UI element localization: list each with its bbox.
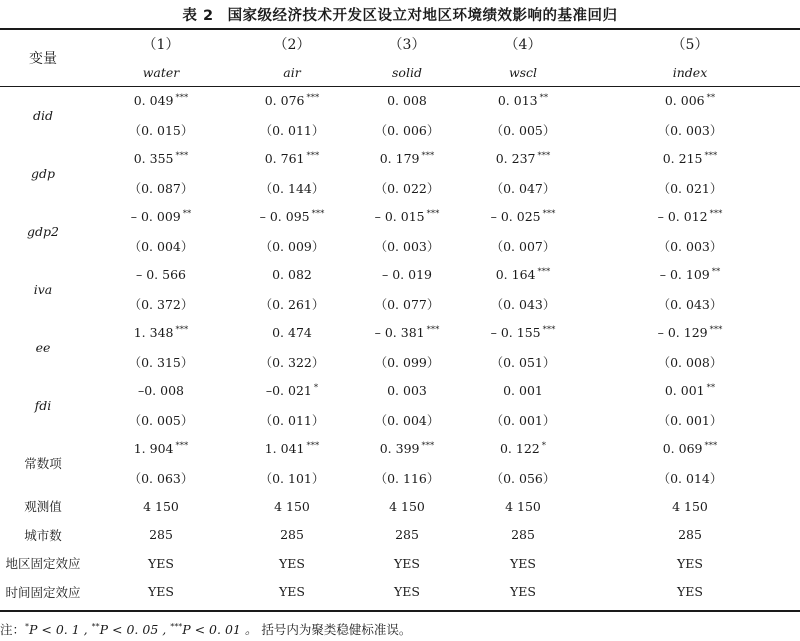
standard-error-cell: （0. 005）	[128, 412, 194, 428]
standard-error-row	[0, 347, 800, 376]
statistic-value: 4 150	[389, 498, 425, 514]
coefficient-cell	[86, 86, 236, 115]
column-name: air	[283, 64, 301, 80]
significance-stars: *	[313, 383, 319, 393]
note-threshold: P < 0. 01 。	[182, 622, 258, 637]
coefficient-cell	[348, 376, 466, 405]
significance-stars: **	[706, 383, 716, 393]
column-name: solid	[392, 64, 422, 80]
standard-error-cell: （0. 014）	[657, 470, 723, 486]
column-name: index	[672, 64, 708, 80]
standard-error-cell: （0. 004）	[374, 412, 440, 428]
coefficient-cell	[580, 376, 800, 405]
bottom-rule	[0, 610, 800, 612]
significance-stars: **	[182, 209, 192, 219]
regression-table	[0, 29, 800, 606]
significance-stars: ***	[537, 151, 551, 161]
standard-error-cell: （0. 077）	[374, 296, 440, 312]
coefficient-value: 0. 761	[264, 151, 305, 166]
coefficient-value: 0. 013	[497, 93, 538, 108]
coefficient-value: 0. 399	[379, 441, 420, 456]
coefficient-value: – 0. 129	[657, 325, 708, 340]
standard-error-cell: （0. 101）	[259, 470, 325, 486]
coefficient-value: – 0. 095	[259, 209, 310, 224]
column-number: （4）	[504, 36, 542, 53]
statistic-value: YES	[510, 555, 536, 571]
coefficient-value: – 0. 015	[374, 209, 425, 224]
standard-error-cell: （0. 047）	[490, 180, 556, 196]
statistic-value: 4 150	[143, 498, 179, 514]
coefficient-value: –0. 021	[265, 383, 312, 398]
coefficient-value: –0. 008	[137, 383, 184, 398]
variable-name: gdp	[30, 165, 55, 181]
coefficient-cell	[236, 144, 348, 173]
standard-error-cell: （0. 008）	[657, 354, 723, 370]
coefficient-value: 0. 179	[379, 151, 420, 166]
coefficient-value: 0. 474	[272, 325, 312, 340]
significance-stars: ***	[311, 209, 325, 219]
coefficient-cell	[236, 202, 348, 231]
standard-error-cell: （0. 315）	[128, 354, 194, 370]
statistic-value: 285	[395, 527, 419, 543]
standard-error-cell: （0. 007）	[490, 238, 556, 254]
coefficient-cell	[580, 144, 800, 173]
statistic-value: YES	[279, 555, 305, 571]
significance-stars: ***	[426, 325, 440, 335]
standard-error-cell: （0. 022）	[374, 180, 440, 196]
significance-stars: ***	[542, 325, 556, 335]
standard-error-cell: （0. 003）	[657, 122, 723, 138]
statistic-value: YES	[394, 555, 420, 571]
coefficient-value: – 0. 381	[374, 325, 425, 340]
significance-stars: **	[539, 93, 549, 103]
coefficient-cell	[580, 202, 800, 231]
coefficient-value: 0. 122	[499, 441, 540, 456]
standard-error-cell: （0. 099）	[374, 354, 440, 370]
variable-header: 变量	[29, 50, 57, 67]
coefficient-cell	[236, 434, 348, 463]
standard-error-cell: （0. 003）	[657, 238, 723, 254]
standard-error-cell: （0. 015）	[128, 122, 194, 138]
statistic-value: 285	[511, 527, 535, 543]
table-note	[0, 620, 411, 638]
standard-error-cell: （0. 005）	[490, 122, 556, 138]
coefficient-cell	[466, 318, 580, 347]
significance-stars: ***	[306, 151, 320, 161]
variable-name: did	[32, 107, 53, 123]
header-row-names	[0, 58, 800, 86]
standard-error-cell: （0. 087）	[128, 180, 194, 196]
coefficient-value: 0. 164	[495, 267, 536, 282]
coefficient-value: 0. 006	[664, 93, 705, 108]
note-stars: ***	[170, 622, 183, 631]
table-title	[0, 4, 800, 25]
standard-error-cell: （0. 001）	[490, 412, 556, 428]
coefficient-value: – 0. 566	[136, 267, 186, 282]
standard-error-cell: （0. 116）	[374, 470, 440, 486]
coefficient-cell	[348, 144, 466, 173]
statistic-value: YES	[148, 555, 174, 571]
standard-error-row	[0, 231, 800, 260]
coefficient-row	[0, 318, 800, 347]
standard-error-cell: （0. 372）	[128, 296, 194, 312]
standard-error-row	[0, 405, 800, 434]
note-stars: **	[91, 622, 100, 631]
table-number: 表 2	[182, 8, 214, 24]
coefficient-value: 0. 049	[133, 93, 174, 108]
column-name: water	[142, 64, 180, 80]
significance-stars: ***	[175, 325, 189, 335]
coefficient-value: 0. 069	[662, 441, 703, 456]
note-suffix: 括号内为聚类稳健标准误。	[261, 622, 412, 637]
standard-error-cell: （0. 004）	[128, 238, 194, 254]
statistic-value: YES	[510, 584, 536, 600]
standard-error-row	[0, 463, 800, 492]
coefficient-value: 1. 041	[264, 441, 305, 456]
coefficient-value: 0. 082	[272, 267, 312, 282]
significance-stars: ***	[175, 93, 189, 103]
coefficient-cell	[466, 144, 580, 173]
coefficient-cell	[580, 434, 800, 463]
coefficient-cell	[86, 376, 236, 405]
variable-name: ee	[35, 339, 51, 355]
coefficient-row	[0, 260, 800, 289]
column-number: （5）	[671, 36, 709, 53]
header-row-numbers	[0, 29, 800, 58]
coefficient-value: – 0. 019	[382, 267, 432, 282]
standard-error-cell: （0. 003）	[374, 238, 440, 254]
significance-stars: ***	[306, 441, 320, 451]
standard-error-cell: （0. 056）	[490, 470, 556, 486]
statistics-row	[0, 578, 800, 607]
significance-stars: ***	[537, 267, 551, 277]
statistic-value: YES	[148, 584, 174, 600]
coefficient-cell	[86, 144, 236, 173]
standard-error-cell: （0. 322）	[259, 354, 325, 370]
statistic-label: 城市数	[24, 527, 62, 543]
statistics-row	[0, 492, 800, 521]
significance-stars: ***	[306, 93, 320, 103]
standard-error-cell: （0. 011）	[259, 122, 325, 138]
coefficient-row	[0, 144, 800, 173]
coefficient-cell	[86, 318, 236, 347]
coefficient-value: 0. 001	[503, 383, 543, 398]
standard-error-cell: （0. 006）	[374, 122, 440, 138]
coefficient-cell	[466, 376, 580, 405]
coefficient-value: 0. 008	[387, 93, 427, 108]
coefficient-cell	[580, 318, 800, 347]
standard-error-cell: （0. 001）	[657, 412, 723, 428]
standard-error-row	[0, 173, 800, 202]
standard-error-cell: （0. 261）	[259, 296, 325, 312]
statistic-value: 285	[149, 527, 173, 543]
significance-stars: ***	[542, 209, 556, 219]
table-caption: 国家级经济技术开发区设立对地区环境绩效影响的基准回归	[227, 8, 618, 24]
coefficient-value: 1. 904	[133, 441, 174, 456]
significance-stars: ***	[704, 441, 718, 451]
standard-error-cell: （0. 043）	[490, 296, 556, 312]
statistic-value: YES	[677, 584, 703, 600]
column-number: （3）	[388, 36, 426, 53]
coefficient-row	[0, 86, 800, 115]
note-prefix: 注：	[0, 622, 26, 637]
standard-error-row	[0, 289, 800, 318]
coefficient-cell	[86, 202, 236, 231]
statistics-row	[0, 549, 800, 578]
coefficient-cell	[86, 260, 236, 289]
coefficient-value: 0. 215	[662, 151, 703, 166]
significance-stars: ***	[426, 209, 440, 219]
variable-name: fdi	[34, 397, 52, 413]
column-number: （2）	[273, 36, 311, 53]
variable-name: iva	[33, 281, 53, 297]
coefficient-value: – 0. 155	[490, 325, 541, 340]
significance-stars: ***	[709, 209, 723, 219]
significance-stars: *	[541, 441, 546, 451]
significance-stars: ***	[709, 325, 723, 335]
statistic-value: YES	[279, 584, 305, 600]
standard-error-cell: （0. 051）	[490, 354, 556, 370]
coefficient-value: 0. 237	[495, 151, 536, 166]
standard-error-cell: （0. 043）	[657, 296, 723, 312]
coefficient-row	[0, 376, 800, 405]
variable-name: 常数项	[24, 456, 62, 471]
statistic-label: 地区固定效应	[5, 556, 81, 572]
coefficient-cell	[348, 434, 466, 463]
significance-stars: ***	[704, 151, 718, 161]
standard-error-cell: （0. 144）	[259, 180, 325, 196]
note-stars: *	[25, 622, 30, 631]
statistic-value: 4 150	[274, 498, 310, 514]
standard-error-cell: （0. 021）	[657, 180, 723, 196]
coefficient-cell	[236, 376, 348, 405]
coefficient-value: 1. 348	[133, 325, 174, 340]
coefficient-cell	[86, 434, 236, 463]
note-threshold: P < 0. 1 ,	[29, 622, 88, 637]
coefficient-value: 0. 003	[387, 383, 427, 398]
significance-stars: ***	[421, 151, 435, 161]
column-number: （1）	[142, 36, 180, 53]
coefficient-value: 0. 076	[264, 93, 305, 108]
coefficient-cell	[348, 260, 466, 289]
standard-error-cell: （0. 011）	[259, 412, 325, 428]
coefficient-value: – 0. 109	[659, 267, 710, 282]
coefficient-value: 0. 001	[664, 383, 705, 398]
coefficient-cell	[466, 86, 580, 115]
coefficient-cell	[466, 260, 580, 289]
coefficient-cell	[348, 202, 466, 231]
coefficient-row	[0, 434, 800, 463]
coefficient-cell	[580, 86, 800, 115]
significance-stars: ***	[175, 151, 189, 161]
statistic-value: 285	[280, 527, 304, 543]
standard-error-cell: （0. 009）	[259, 238, 325, 254]
note-threshold: P < 0. 05 ,	[99, 622, 167, 637]
significance-stars: ***	[421, 441, 435, 451]
statistic-value: 4 150	[505, 498, 541, 514]
coefficient-cell	[466, 434, 580, 463]
statistic-label: 观测值	[24, 499, 62, 515]
statistic-value: 4 150	[672, 498, 708, 514]
variable-name: gdp2	[27, 223, 59, 239]
coefficient-value: 0. 355	[133, 151, 174, 166]
statistic-value: YES	[394, 584, 420, 600]
coefficient-cell	[466, 202, 580, 231]
coefficient-cell	[580, 260, 800, 289]
statistic-label: 时间固定效应	[5, 584, 81, 600]
coefficient-cell	[348, 318, 466, 347]
standard-error-row	[0, 115, 800, 144]
standard-error-cell: （0. 063）	[128, 470, 194, 486]
coefficient-value: – 0. 012	[657, 209, 708, 224]
coefficient-row	[0, 202, 800, 231]
statistic-value: 285	[678, 527, 702, 543]
coefficient-cell	[236, 318, 348, 347]
significance-stars: ***	[175, 441, 189, 451]
coefficient-value: – 0. 009	[130, 209, 181, 224]
significance-stars: **	[711, 267, 721, 277]
coefficient-cell	[236, 86, 348, 115]
column-name: wscl	[508, 64, 538, 80]
statistic-value: YES	[677, 555, 703, 571]
significance-stars: **	[706, 93, 716, 103]
statistics-row	[0, 521, 800, 550]
coefficient-value: – 0. 025	[490, 209, 541, 224]
coefficient-cell	[348, 86, 466, 115]
coefficient-cell	[236, 260, 348, 289]
